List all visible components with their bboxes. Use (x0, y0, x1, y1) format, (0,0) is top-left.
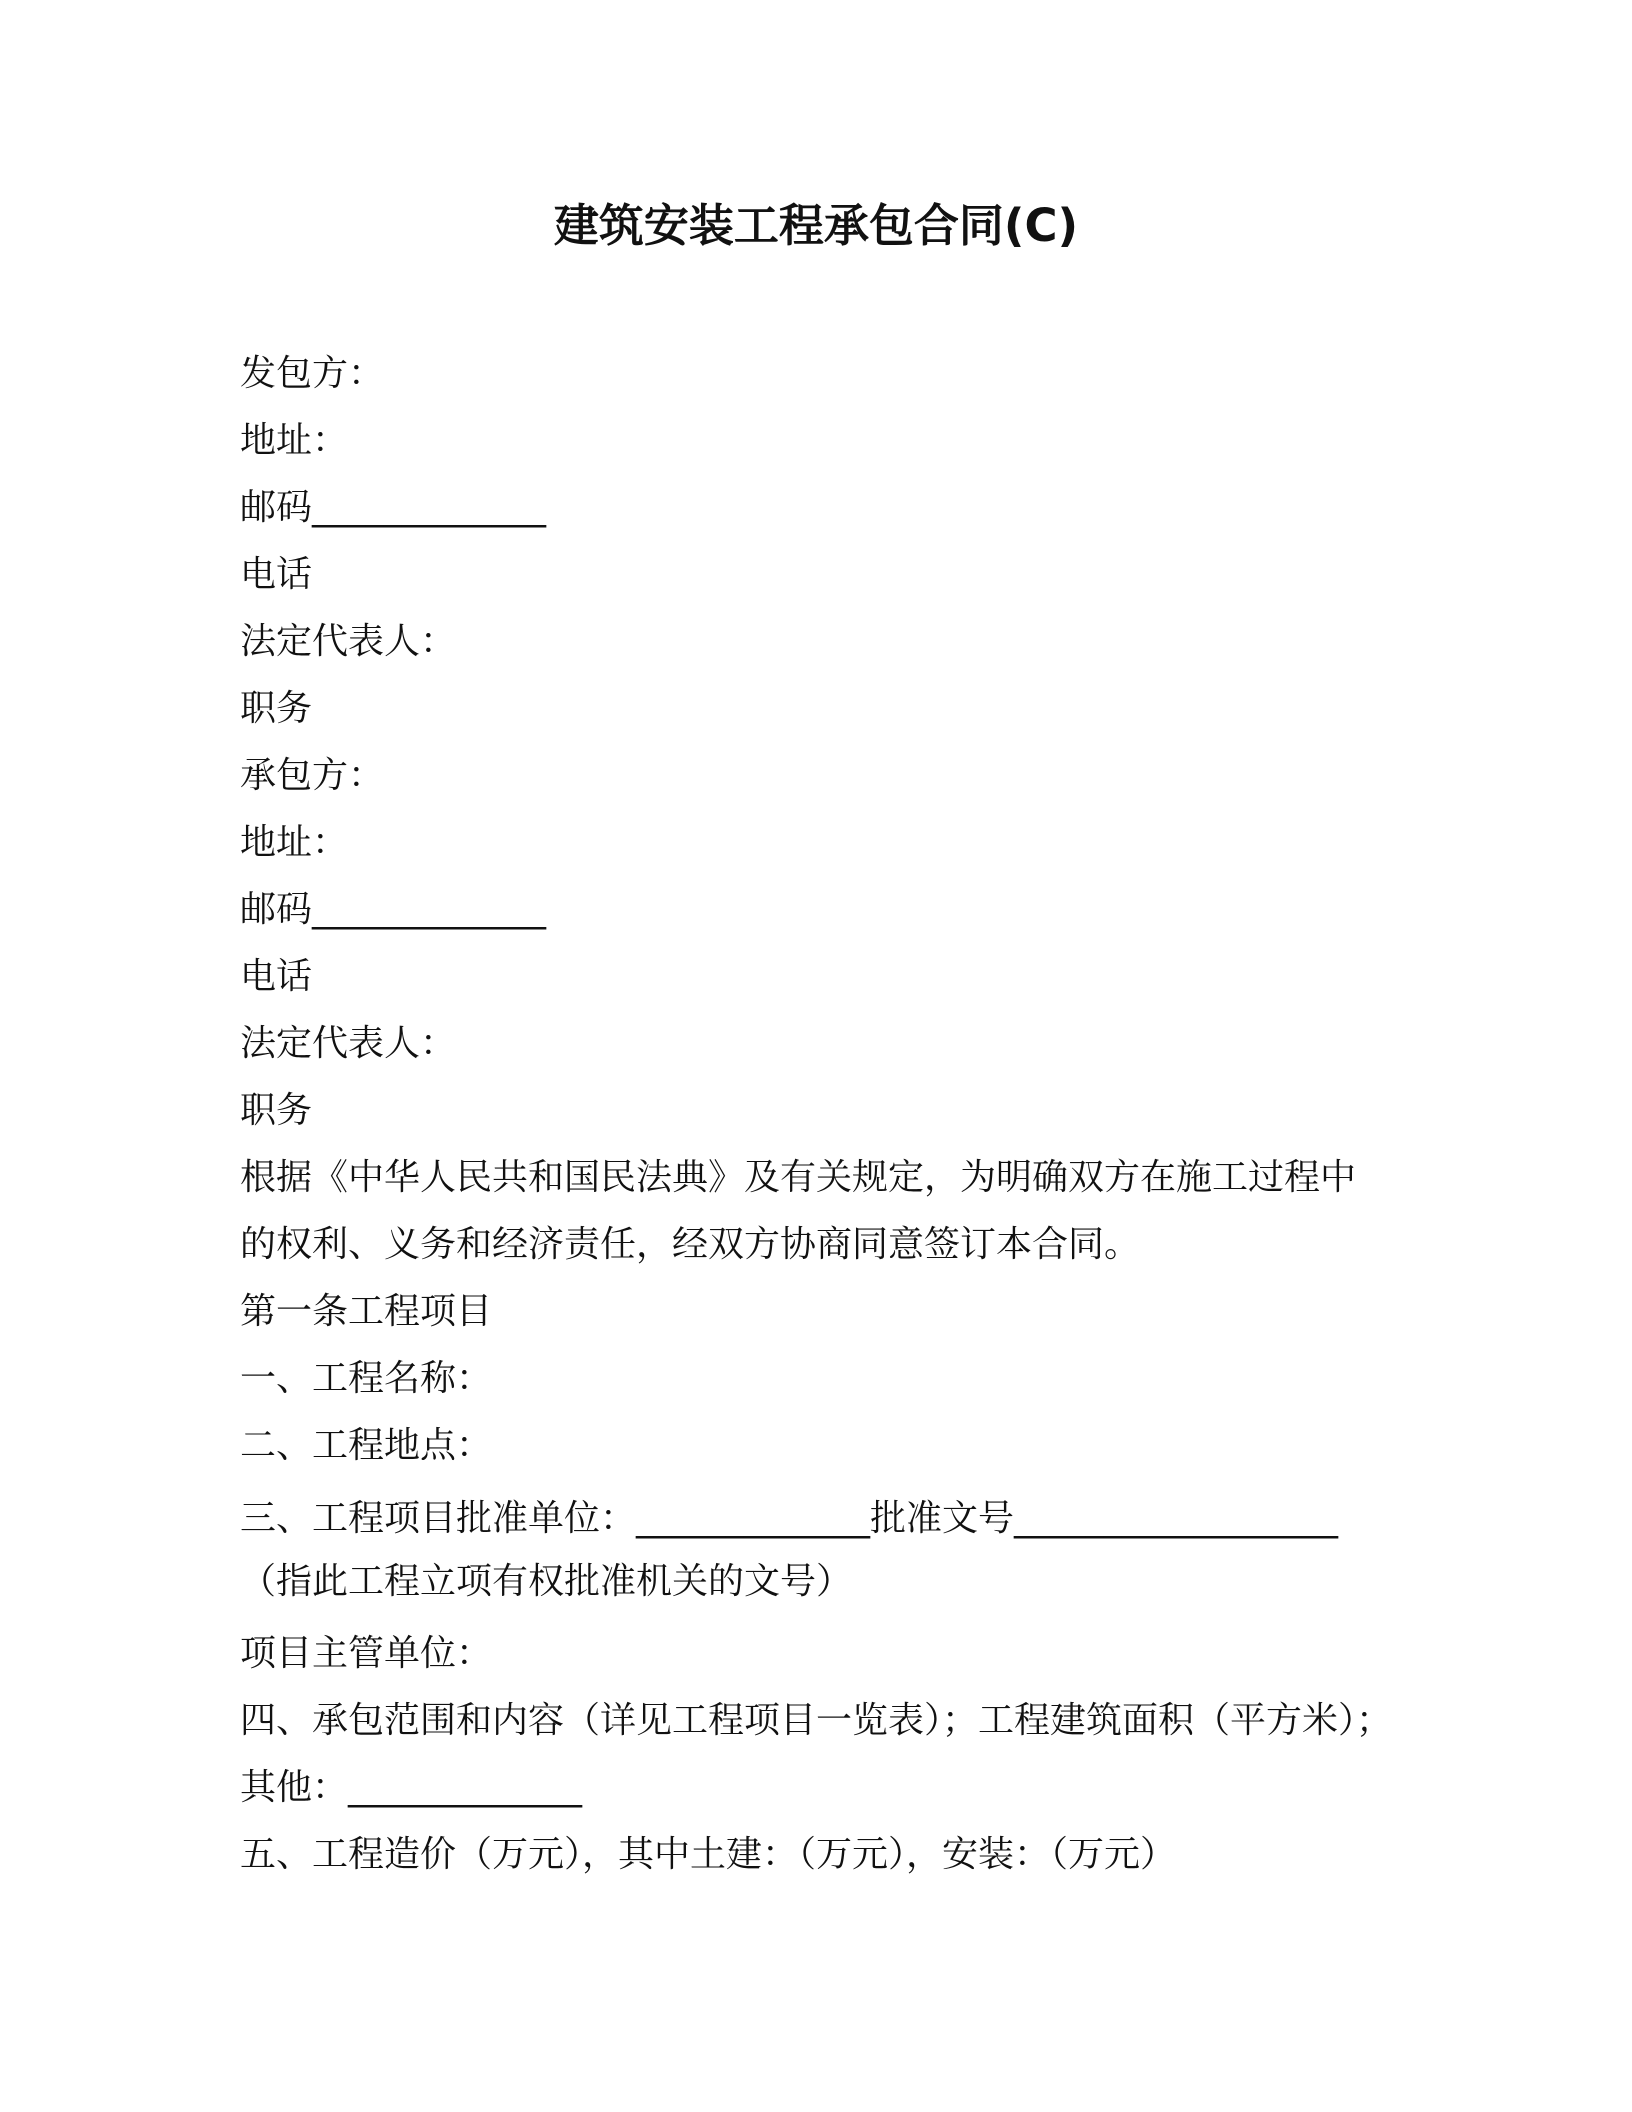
article-1-item-1: 一、工程名称： (240, 1358, 493, 1399)
contractor-address-label: 地址： (240, 822, 349, 863)
employer-postcode-label: 邮码_____________ (240, 487, 547, 528)
employer-legal-rep-label: 法定代表人： (240, 621, 457, 662)
contractor-phone-label: 电话 (240, 956, 313, 997)
article-1-item-3-line-2: （指此工程立项有权批准机关的文号） (240, 1561, 853, 1602)
employer-position-label: 职务 (240, 688, 313, 729)
document-body (240, 340, 1400, 1888)
contractor-position-label: 职务 (240, 1090, 313, 1131)
article-1-item-2: 二、工程地点： (240, 1425, 493, 1466)
article-1-item-4-line-2: 其他：_____________ (240, 1767, 583, 1808)
project-supervisor-label: 项目主管单位： (240, 1633, 493, 1674)
article-1-item-5: 五、工程造价（万元），其中土建：（万元），安装：（万元） (240, 1834, 1177, 1875)
employer-address-label: 地址： (240, 420, 349, 461)
article-1-heading: 第一条工程项目 (240, 1291, 493, 1332)
contractor-postcode-label: 邮码_____________ (240, 889, 547, 930)
preamble-line-1: 根据《中华人民共和国民法典》及有关规定，为明确双方在施工过程中 (240, 1157, 1357, 1198)
contractor-name-label: 承包方： (240, 755, 385, 796)
contractor-legal-rep-label: 法定代表人： (240, 1023, 457, 1064)
article-1-item-4-line-1: 四、承包范围和内容（详见工程项目一览表）；工程建筑面积（平方米）； (240, 1700, 1393, 1741)
employer-name-label: 发包方： (240, 353, 385, 394)
preamble-line-2: 的权利、义务和经济责任，经双方协商同意签订本合同。 (240, 1224, 1141, 1265)
article-1-item-3-line-1: 三、工程项目批准单位：_____________批准文号__________________ (240, 1498, 1339, 1539)
employer-phone-label: 电话 (240, 554, 313, 595)
document-title: 建筑安装工程承包合同(C) (553, 199, 1079, 252)
